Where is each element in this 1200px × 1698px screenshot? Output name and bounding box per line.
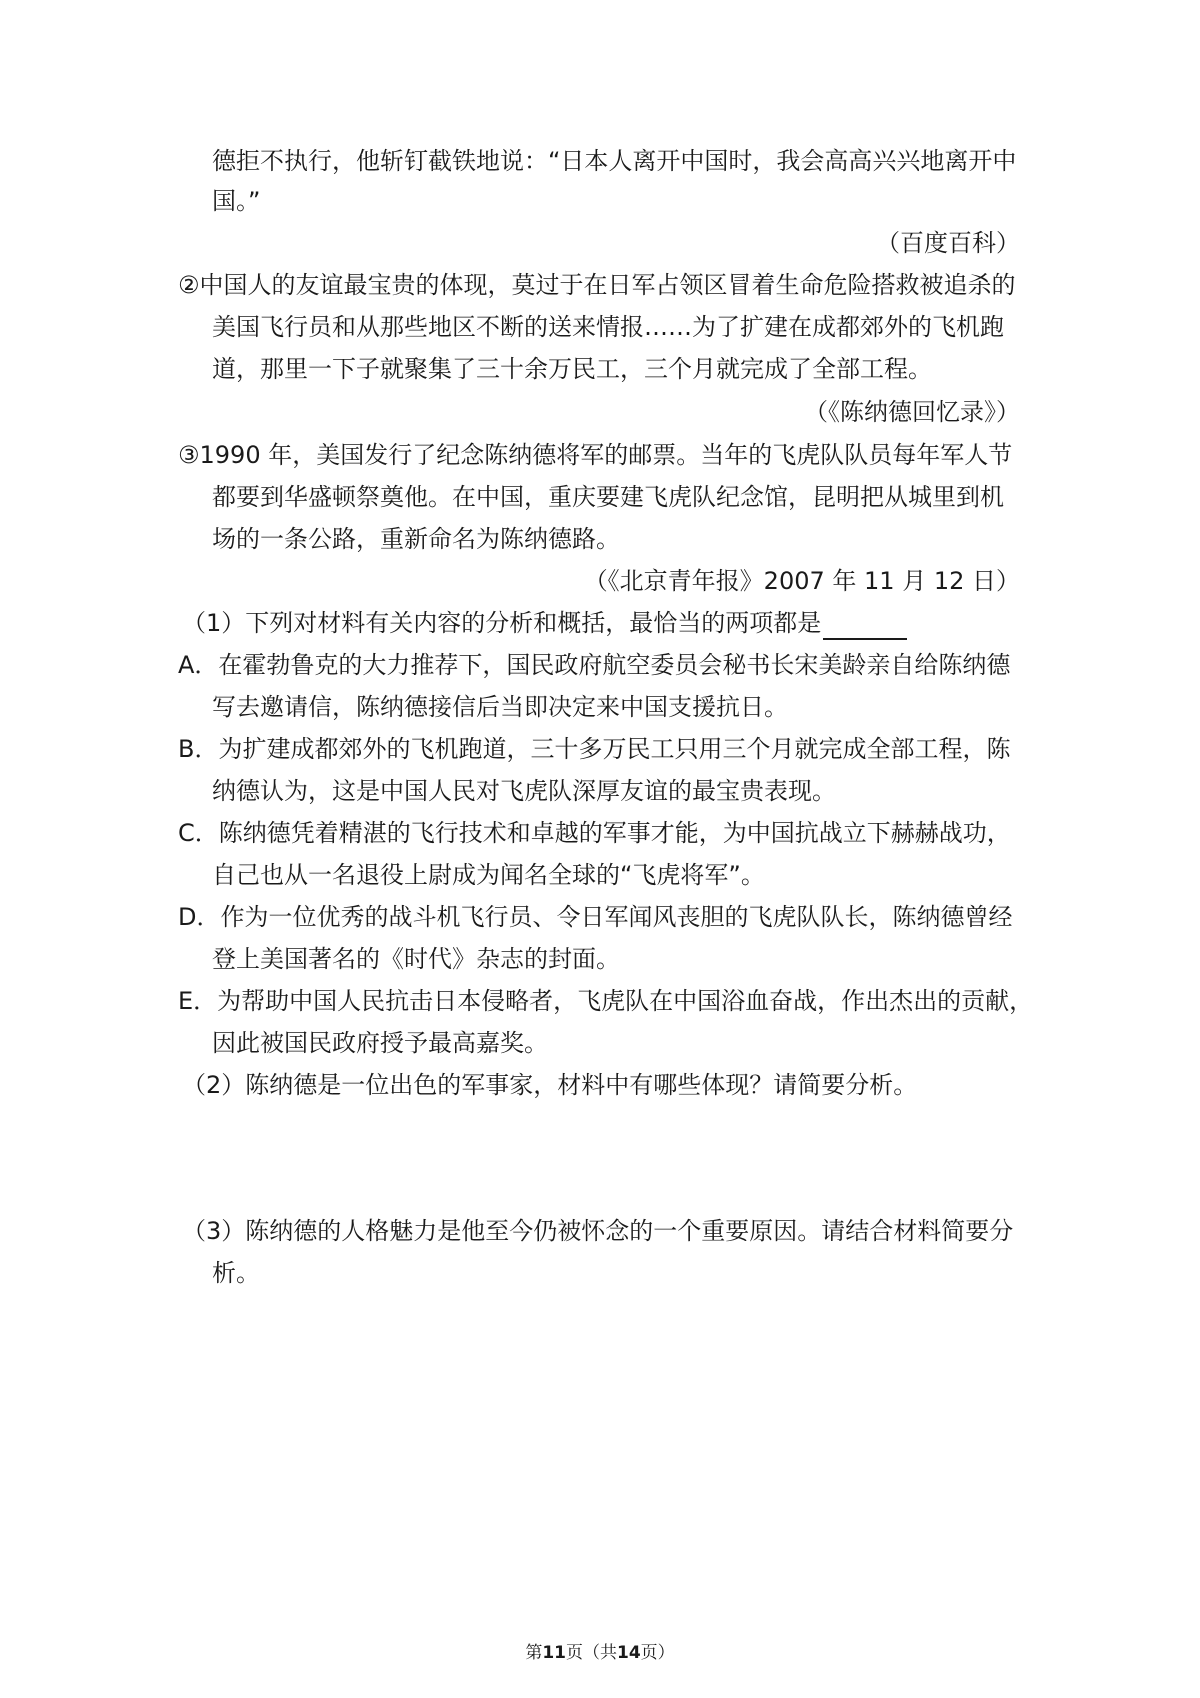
option-b — [178, 732, 1010, 766]
material-2-line-3: 道，那里一下子就聚集了三十余万民工，三个月就完成了全部工程。 — [212, 355, 932, 383]
material-1-source: （百度百科） — [876, 229, 1020, 257]
question-1-stem — [182, 606, 907, 640]
option-c-label: C． — [178, 819, 219, 847]
material-1-line-2: 国。” — [212, 187, 261, 215]
page-footer — [0, 1638, 1200, 1663]
option-c-line-2: 自己也从一名退役上尉成为闻名全球的“飞虎将军”。 — [212, 861, 765, 889]
option-b-line-2: 纳德认为，这是中国人民对飞虎队深厚友谊的最宝贵表现。 — [212, 777, 836, 805]
question-3-line-2: 析。 — [212, 1259, 260, 1287]
material-2-line-1: ②中国人的友谊最宝贵的体现，莫过于在日军占领区冒着生命危险搭救被追杀的 — [178, 271, 1016, 299]
option-a-label: A． — [178, 651, 219, 679]
material-3-source: （《北京青年报》2007 年 11 月 12 日） — [583, 567, 1020, 595]
footer-page-number: 11 — [542, 1643, 566, 1663]
option-d — [178, 900, 1012, 934]
option-d-line-1: 作为一位优秀的战斗机飞行员、令日军闻风丧胆的飞虎队队长，陈纳德曾经 — [220, 903, 1013, 931]
footer-total-pages: 14 — [617, 1643, 641, 1663]
material-3-line-1: ③1990 年，美国发行了纪念陈纳德将军的邮票。当年的飞虎队队员每年军人节 — [178, 441, 1013, 469]
option-b-line-1: 为扩建成都郊外的飞机跑道，三十多万民工只用三个月就完成全部工程，陈 — [218, 735, 1011, 763]
material-3-line-3: 场的一条公路，重新命名为陈纳德路。 — [212, 525, 620, 553]
option-e-label: E． — [178, 987, 218, 1015]
option-a — [178, 648, 1010, 682]
option-e-line-2: 因此被国民政府授予最高嘉奖。 — [212, 1029, 548, 1057]
material-3-line-2: 都要到华盛顿祭奠他。在中国，重庆要建飞虎队纪念馆，昆明把从城里到机 — [212, 483, 1004, 511]
option-d-line-2: 登上美国著名的《时代》杂志的封面。 — [212, 945, 620, 973]
material-1-line-1: 德拒不执行，他斩钉截铁地说：“日本人离开中国时，我会高高兴兴地离开中 — [212, 147, 1017, 175]
material-2-source: （《陈纳德回忆录》） — [804, 398, 1020, 426]
material-2-line-2: 美国飞行员和从那些地区不断的送来情报……为了扩建在成都郊外的飞机跑 — [212, 313, 1004, 341]
option-a-line-2: 写去邀请信，陈纳德接信后当即决定来中国支援抗日。 — [212, 693, 788, 721]
question-1-stem-text: （1）下列对材料有关内容的分析和概括，最恰当的两项都是 — [182, 609, 822, 637]
option-c-line-1: 陈纳德凭着精湛的飞行技术和卓越的军事才能，为中国抗战立下赫赫战功， — [218, 819, 1011, 847]
option-c — [178, 816, 1011, 850]
question-3-line-1: （3）陈纳德的人格魅力是他至今仍被怀念的一个重要原因。请结合材料简要分 — [182, 1217, 1014, 1245]
option-b-label: B． — [178, 735, 219, 763]
option-e-line-1: 为帮助中国人民抗击日本侵略者，飞虎队在中国浴血奋战，作出杰出的贡献， — [217, 987, 1034, 1015]
option-d-label: D． — [178, 903, 221, 931]
footer-prefix: 第 — [525, 1643, 543, 1663]
option-e — [178, 984, 1033, 1018]
question-2-stem: （2）陈纳德是一位出色的军事家，材料中有哪些体现？请简要分析。 — [182, 1071, 918, 1099]
footer-suffix: 页） — [640, 1643, 675, 1663]
answer-blank — [823, 614, 907, 640]
footer-mid: 页（共 — [566, 1643, 617, 1663]
option-a-line-1: 在霍勃鲁克的大力推荐下，国民政府航空委员会秘书长宋美龄亲自给陈纳德 — [218, 651, 1011, 679]
